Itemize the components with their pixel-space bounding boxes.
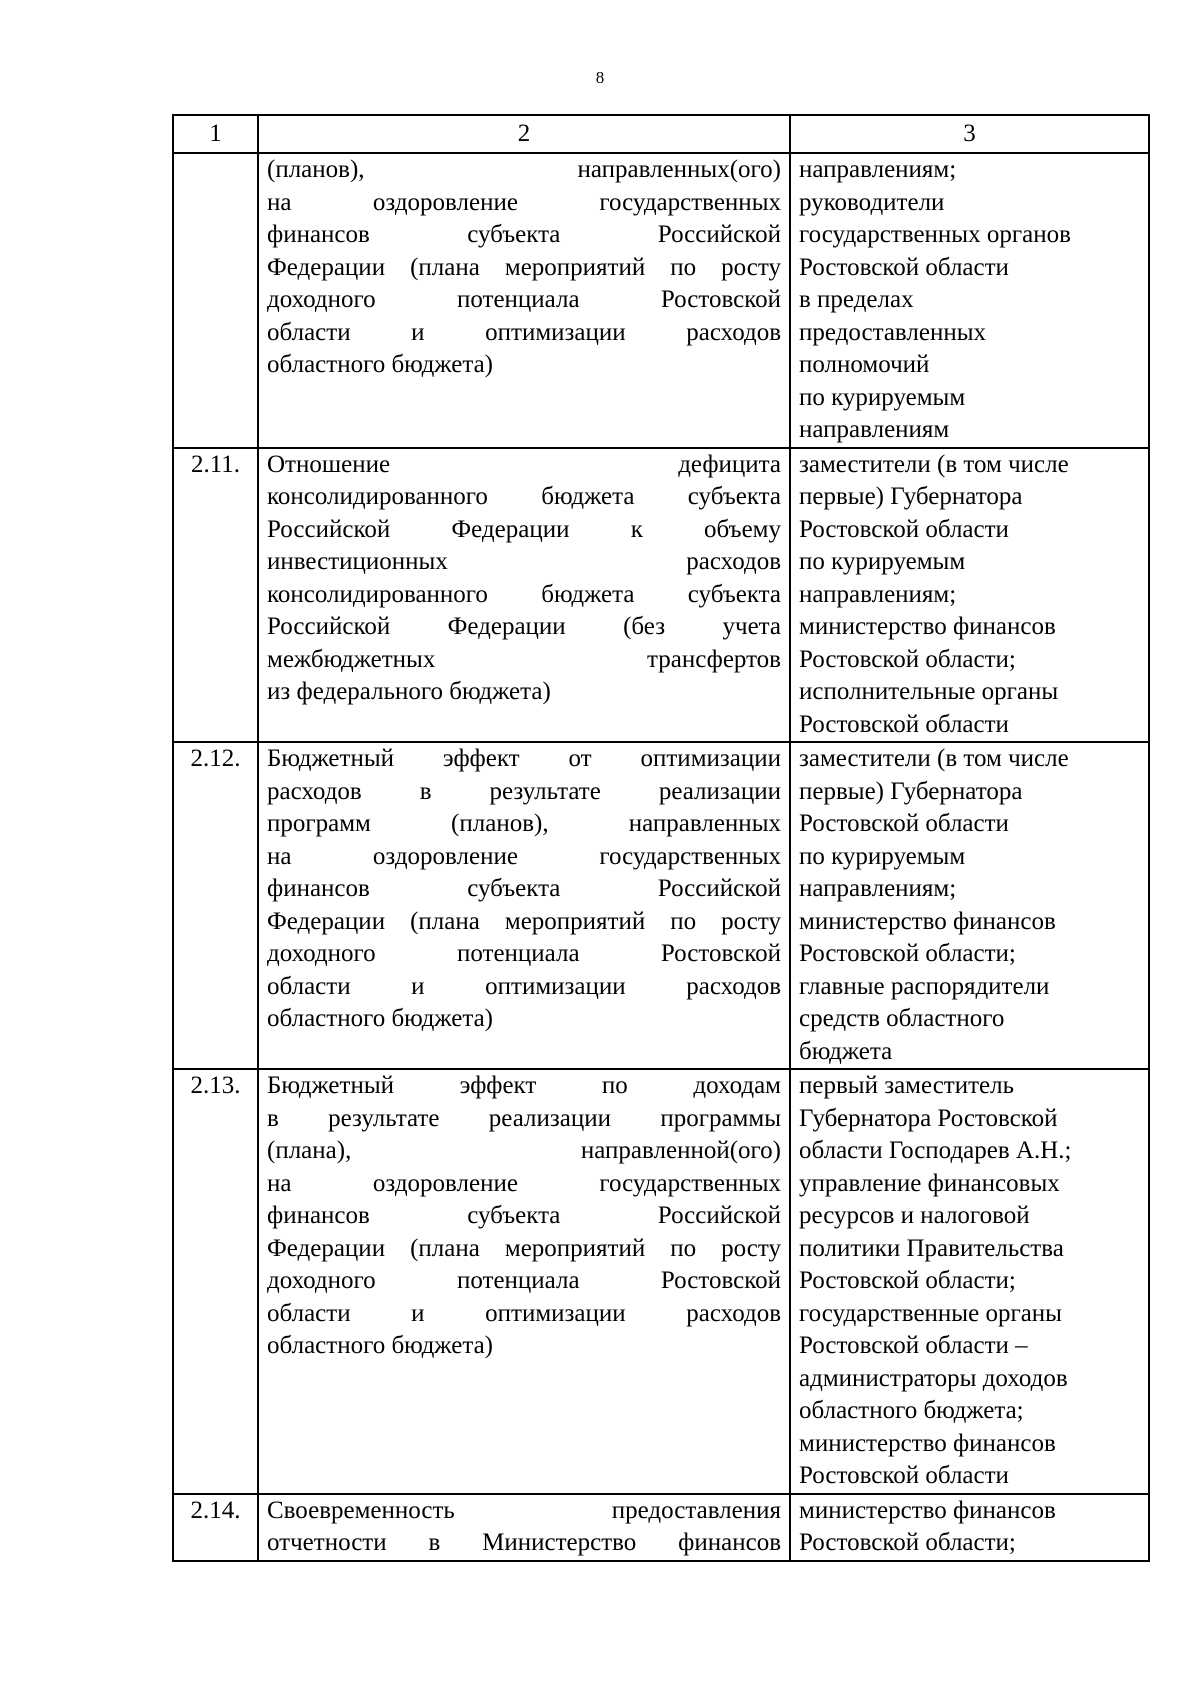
responsible-line: области Господарев А.Н.; <box>799 1137 1072 1164</box>
responsible-line: заместители (в том числе <box>799 745 1069 772</box>
description-line: отчетности в Министерство финансов <box>267 1529 781 1556</box>
description-line: Бюджетный эффект по доходам <box>267 1072 781 1099</box>
responsible-line: государственные органы <box>799 1299 1062 1327</box>
responsible-line: в пределах <box>799 286 914 313</box>
row-number: 2.12. <box>173 742 258 1069</box>
description-line: финансов субъекта Российской <box>267 1202 781 1229</box>
responsible-line: Ростовской области <box>799 515 1009 543</box>
responsible-line: министерство финансов <box>799 1496 1056 1524</box>
responsible-line: областного бюджета; <box>799 1397 1024 1424</box>
responsible-line: по курируемым <box>799 842 966 870</box>
responsible-line: Ростовской области; <box>799 1529 1016 1556</box>
responsible-line: Ростовской области <box>799 253 1009 281</box>
responsible-line: предоставленных <box>799 318 987 346</box>
responsible-line: заместители (в том числе <box>799 450 1069 478</box>
table-row <box>173 153 1149 448</box>
description-line: консолидированного бюджета субъекта <box>267 483 781 510</box>
description-line: финансов субъекта Российской <box>267 221 781 248</box>
table-row <box>173 1494 1149 1561</box>
description-line: Федерации (плана мероприятий по росту <box>267 253 781 281</box>
responsible-parties <box>790 153 1149 448</box>
responsible-line: Губернатора Ростовской <box>799 1104 1058 1132</box>
description-line: в результате реализации программы <box>267 1104 781 1132</box>
responsible-line: Ростовской области <box>799 810 1009 837</box>
description-line: области и оптимизации расходов <box>267 1299 781 1327</box>
description-line: на оздоровление государственных <box>267 1169 781 1197</box>
row-number: 2.13. <box>173 1069 258 1494</box>
responsible-line: средств областного <box>799 1005 1005 1032</box>
description-line: доходного потенциала Ростовской <box>267 286 781 313</box>
description-line: финансов субъекта Российской <box>267 875 781 902</box>
description-line: доходного потенциала Ростовской <box>267 940 781 967</box>
responsible-line: Ростовской области – <box>799 1332 1028 1359</box>
responsible-line: по курируемым <box>799 548 966 575</box>
responsible-line: ресурсов и налоговой <box>799 1202 1030 1229</box>
responsible-line: главные распорядители <box>799 972 1050 1000</box>
responsible-line: министерство финансов <box>799 907 1056 935</box>
description-line: Российской Федерации (без учета <box>267 613 781 640</box>
row-number <box>173 153 258 448</box>
responsible-line: направлениям; <box>799 580 957 608</box>
responsible-line: первые) Губернатора <box>799 777 1023 805</box>
description-line: на оздоровление государственных <box>267 188 781 216</box>
description-line: межбюджетных трансфертов <box>267 645 781 673</box>
responsible-line: Ростовской области; <box>799 940 1016 967</box>
responsible-parties <box>790 742 1149 1069</box>
responsible-line: Ростовской области <box>799 1462 1009 1489</box>
responsible-line: бюджета <box>799 1037 893 1065</box>
description-line: (планов), направленных(ого) <box>267 156 781 183</box>
table-header-row <box>173 115 1149 153</box>
table-row <box>173 448 1149 743</box>
description-line: областного бюджета) <box>267 1005 493 1032</box>
description-line: Федерации (плана мероприятий по росту <box>267 1234 781 1262</box>
responsible-line: Ростовской области <box>799 710 1009 738</box>
description-line: расходов в результате реализации <box>267 777 781 805</box>
responsible-line: руководители <box>799 188 945 216</box>
description-line: областного бюджета) <box>267 351 493 378</box>
description-line: области и оптимизации расходов <box>267 972 781 1000</box>
responsible-line: Ростовской области; <box>799 645 1016 673</box>
description-line: консолидированного бюджета субъекта <box>267 580 781 608</box>
responsible-line: полномочий <box>799 351 930 378</box>
measures-table <box>172 114 1150 1562</box>
indicator-description <box>258 742 790 1069</box>
table-row <box>173 1069 1149 1494</box>
description-line: Своевременность предоставления <box>267 1496 781 1524</box>
responsible-line: государственных органов <box>799 221 1071 248</box>
indicator-description <box>258 1494 790 1561</box>
table-body <box>173 153 1149 1561</box>
description-line: Федерации (плана мероприятий по росту <box>267 907 781 935</box>
responsible-line: по курируемым <box>799 383 966 411</box>
responsible-parties <box>790 1069 1149 1494</box>
responsible-line: министерство финансов <box>799 613 1056 640</box>
description-line: на оздоровление государственных <box>267 842 781 870</box>
responsible-line: направлениям; <box>799 156 957 183</box>
description-line: доходного потенциала Ростовской <box>267 1267 781 1294</box>
page-number: 8 <box>595 68 605 87</box>
responsible-line: министерство финансов <box>799 1429 1056 1457</box>
description-line: (плана), направленной(ого) <box>267 1137 781 1164</box>
description-line: инвестиционных расходов <box>267 548 781 575</box>
row-number: 2.14. <box>173 1494 258 1561</box>
responsible-line: первые) Губернатора <box>799 483 1023 510</box>
description-line: из федерального бюджета) <box>267 678 551 705</box>
responsible-line: администраторы доходов <box>799 1364 1068 1392</box>
column-header-3: 3 <box>790 115 1149 153</box>
responsible-line: направлениям <box>799 416 950 443</box>
indicator-description <box>258 153 790 448</box>
responsible-line: Ростовской области; <box>799 1267 1016 1294</box>
description-line: области и оптимизации расходов <box>267 318 781 346</box>
responsible-line: управление финансовых <box>799 1169 1060 1197</box>
indicator-description <box>258 1069 790 1494</box>
responsible-parties <box>790 1494 1149 1561</box>
column-header-2: 2 <box>258 115 790 153</box>
row-number: 2.11. <box>173 448 258 743</box>
indicator-description <box>258 448 790 743</box>
responsible-line: исполнительные органы <box>799 678 1059 705</box>
description-line: Российской Федерации к объему <box>267 515 781 543</box>
description-line: областного бюджета) <box>267 1332 493 1359</box>
description-line: Бюджетный эффект от оптимизации <box>267 745 781 772</box>
responsible-line: первый заместитель <box>799 1072 1015 1099</box>
table-row <box>173 742 1149 1069</box>
responsible-line: направлениям; <box>799 875 957 902</box>
responsible-parties <box>790 448 1149 743</box>
description-line: Отношение дефицита <box>267 450 781 478</box>
description-line: программ (планов), направленных <box>267 810 781 837</box>
column-header-1: 1 <box>173 115 258 153</box>
responsible-line: политики Правительства <box>799 1234 1064 1262</box>
